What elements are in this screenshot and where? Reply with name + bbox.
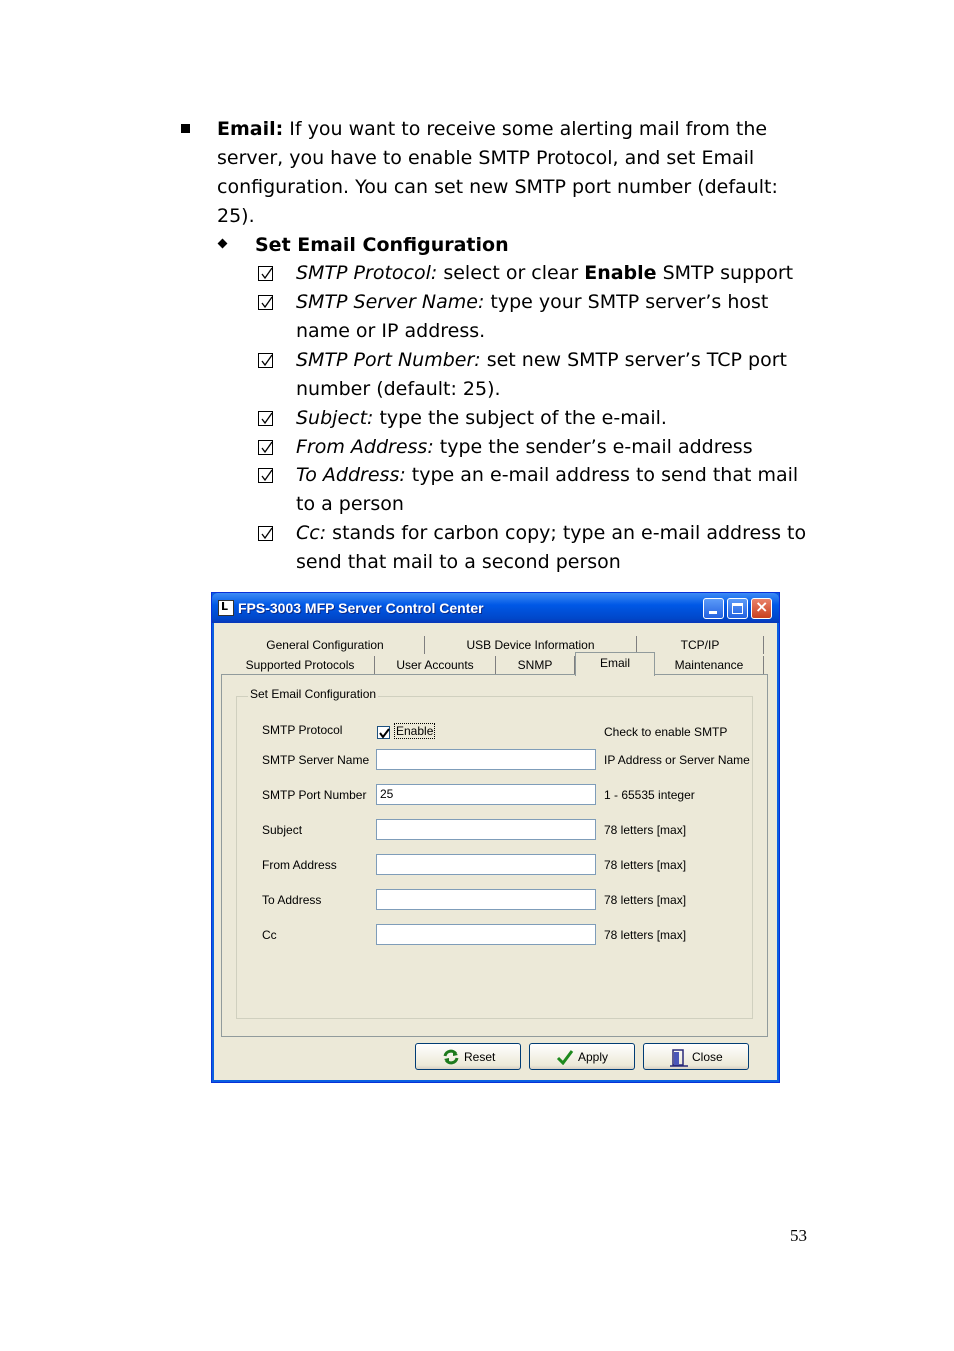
smtp-server-name-hint: IP Address or Server Name xyxy=(604,753,750,767)
smtp-port-number-hint: 1 - 65535 integer xyxy=(604,788,695,802)
from-address-input[interactable] xyxy=(376,854,596,875)
maximize-button[interactable] xyxy=(727,598,748,619)
door-icon xyxy=(670,1049,688,1067)
reset-button-label: Reset xyxy=(464,1050,496,1064)
cc-input[interactable] xyxy=(376,924,596,945)
intro-line-2: server, you have to enable SMTP Protocol, and set Email xyxy=(217,147,755,169)
item-from-address: From Address: type the sender’s e-mail address xyxy=(296,436,753,458)
item-smtp-server-name: SMTP Server Name: type your SMTP server’s host xyxy=(296,291,769,313)
cc-label: Cc xyxy=(262,928,277,942)
smtp-protocol-label: SMTP Protocol xyxy=(262,723,343,737)
tab-supported-protocols[interactable]: Supported Protocols xyxy=(226,656,375,674)
close-button-label: Close xyxy=(692,1050,723,1064)
tab-general-configuration[interactable]: General Configuration xyxy=(226,636,425,654)
page-number: 53 xyxy=(790,1226,807,1245)
cc-hint: 78 letters [max] xyxy=(604,928,687,942)
checkbox-bullet-icon xyxy=(258,440,273,455)
checkbox-bullet-icon xyxy=(258,266,273,281)
tab-user-accounts[interactable]: User Accounts xyxy=(375,656,496,674)
item-smtp-server-name-cont: name or IP address. xyxy=(296,320,486,342)
section-title: Set Email Configuration xyxy=(255,234,509,256)
intro-line-3: configuration. You can set new SMTP port number (default: xyxy=(217,176,778,198)
tab-maintenance[interactable]: Maintenance xyxy=(655,656,764,674)
title-bar[interactable] xyxy=(212,593,779,623)
intro-line-1: Email: If you want to receive some alerting mail from the xyxy=(217,118,768,140)
tab-snmp[interactable]: SNMP xyxy=(496,656,575,674)
item-smtp-protocol: SMTP Protocol: select or clear Enable SMTP support xyxy=(296,262,794,284)
subject-input[interactable] xyxy=(376,819,596,840)
control-center-window xyxy=(211,592,780,1083)
app-icon: L xyxy=(218,600,234,616)
intro-line-4: 25). xyxy=(217,205,255,227)
close-window-button[interactable] xyxy=(751,598,772,619)
to-address-label: To Address xyxy=(262,893,322,907)
item-cc-cont: send that mail to a second person xyxy=(296,551,621,573)
item-to-address: To Address: type an e-mail address to send that mail xyxy=(296,464,799,486)
diamond-bullet-icon xyxy=(218,239,228,249)
smtp-server-name-label: SMTP Server Name xyxy=(262,753,370,767)
subject-label: Subject xyxy=(262,823,303,837)
smtp-port-number-input[interactable]: 25 xyxy=(376,784,596,805)
square-bullet-icon xyxy=(181,124,190,133)
tab-tcp-ip[interactable]: TCP/IP xyxy=(637,636,764,654)
checkbox-bullet-icon xyxy=(258,526,273,541)
item-to-address-cont: to a person xyxy=(296,493,404,515)
checkbox-bullet-icon xyxy=(258,295,273,310)
to-address-hint: 78 letters [max] xyxy=(604,893,687,907)
minimize-button[interactable] xyxy=(703,598,724,619)
item-smtp-port-number-cont: number (default: 25). xyxy=(296,378,501,400)
check-icon xyxy=(556,1049,574,1065)
group-title: Set Email Configuration xyxy=(250,687,377,701)
checkbox-bullet-icon xyxy=(258,411,273,426)
enable-checkbox-label[interactable]: Enable xyxy=(396,724,434,738)
to-address-input[interactable] xyxy=(376,889,596,910)
smtp-protocol-hint: Check to enable SMTP xyxy=(604,725,728,739)
item-subject: Subject: type the subject of the e-mail. xyxy=(296,407,667,429)
checkbox-bullet-icon xyxy=(258,468,273,483)
close-icon: × xyxy=(755,597,769,616)
subject-hint: 78 letters [max] xyxy=(604,823,687,837)
smtp-port-number-label: SMTP Port Number xyxy=(262,788,367,802)
smtp-server-name-input[interactable] xyxy=(376,749,596,770)
tab-usb-device-information[interactable]: USB Device Information xyxy=(425,636,637,654)
from-address-hint: 78 letters [max] xyxy=(604,858,687,872)
enable-smtp-checkbox[interactable] xyxy=(377,726,390,739)
apply-button-label: Apply xyxy=(578,1050,609,1064)
item-smtp-port-number: SMTP Port Number: set new SMTP server’s TCP port xyxy=(296,349,787,371)
close-button[interactable] xyxy=(643,1043,749,1070)
minimize-icon xyxy=(709,611,717,614)
item-cc: Cc: stands for carbon copy; type an e-mail address to xyxy=(296,522,807,544)
refresh-icon xyxy=(442,1049,460,1065)
apply-button[interactable] xyxy=(529,1043,635,1070)
reset-button[interactable] xyxy=(415,1043,521,1070)
from-address-label: From Address xyxy=(262,858,337,872)
checkbox-bullet-icon xyxy=(258,353,273,368)
maximize-icon xyxy=(732,603,743,614)
tab-email[interactable]: Email xyxy=(575,652,655,676)
window-title: FPS-3003 MFP Server Control Center xyxy=(238,600,484,616)
